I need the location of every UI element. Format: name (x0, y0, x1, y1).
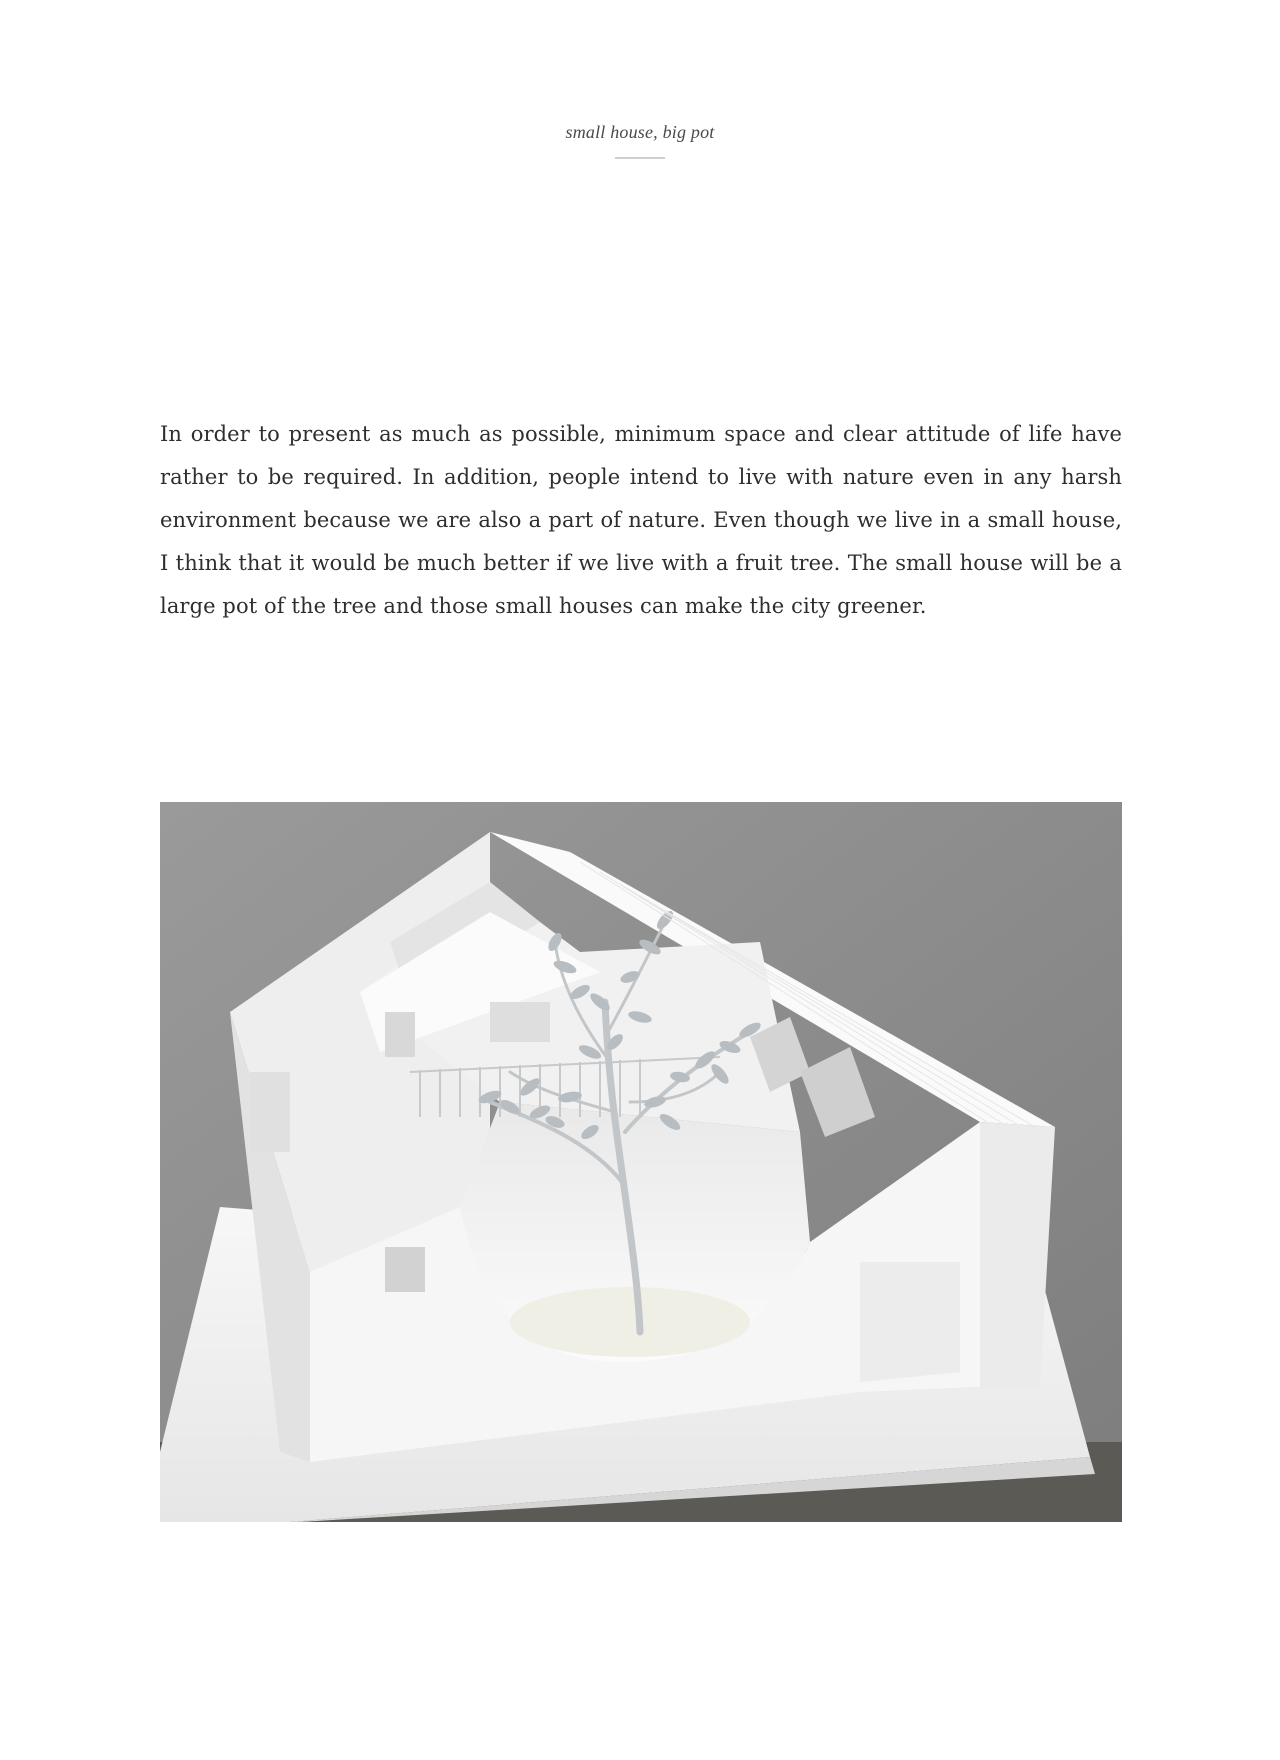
model-window (490, 1002, 550, 1042)
page-title: small house, big pot (565, 122, 715, 142)
model-window (385, 1012, 415, 1057)
model-window (250, 1072, 290, 1152)
model-photo (160, 802, 1122, 1522)
body-paragraph: In order to present as much as possible, minimum space and clear attitude of life have rather to be required. In addition, people intend to live with nature even in any harsh environment because we are also a part of nature. Even though we live in a small house, I think that it would be much better if we live with a fruit tree. The small house will be a large pot of the tree and those small houses can make the city greener. (160, 422, 1122, 618)
model-window (385, 1247, 425, 1292)
model-floor (510, 1287, 750, 1357)
title-divider (615, 157, 665, 159)
model-door-opening (860, 1262, 960, 1382)
house-model-illustration (160, 802, 1122, 1522)
page-header (0, 122, 1280, 159)
